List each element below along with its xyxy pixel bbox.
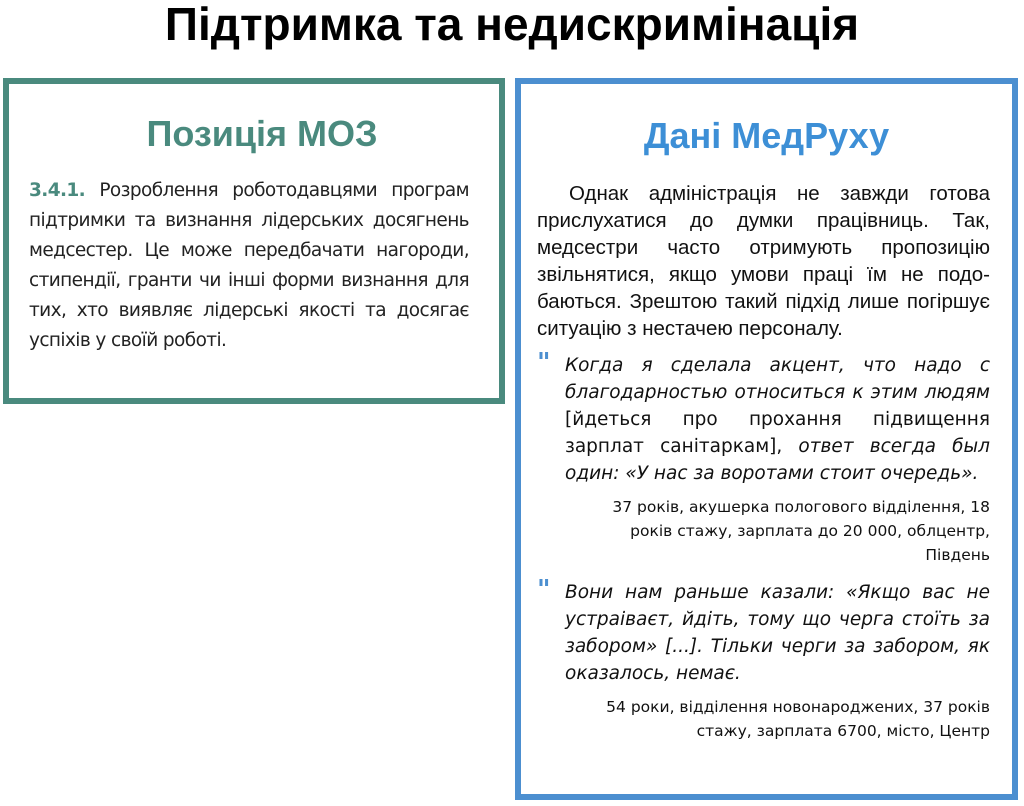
medrukh-heading: Дані МедРуху (643, 115, 890, 156)
medrukh-paragraph: Однак адміністрація не завжди готова прислухатися до думки працівниць. Так, медсестри часто отримують пропозицію звільнятися, якщо умови праці їм не подобаються. Зрештою такий підхід лише погіршує ситуацію з нестачею персоналу. (537, 182, 990, 340)
quote-1-italic-end: ответ всегда был один: «У нас за воротами стоит очередь». (565, 436, 990, 484)
moz-item-number: 3.4.1. (29, 180, 86, 201)
moz-heading: Позиція МОЗ (146, 113, 378, 154)
moz-item-text: Розроблення роботодавцями програм підтримки та визнання лідерських досягнень медсестер. Це може передбачати нагороди, стипендії, гранти чи інші форми визнання для тих, хто виявляє лідерські якості та досягає успіхів у своїй роботі. (29, 180, 469, 351)
moz-text (29, 176, 469, 356)
quote-1-italic-start: Когда я сделала акцент, что надо с благодарностью относиться к этим людям (565, 355, 990, 403)
page-title: Підтримка та недискримінація (164, 0, 860, 50)
quote-2 (537, 575, 990, 687)
medrukh-data-panel (515, 78, 1018, 800)
quote-1-normal: [йдеться про прохання підвищення зарплат санітаркам], (565, 409, 990, 457)
moz-position-panel (3, 78, 505, 404)
quote-1 (537, 348, 990, 487)
quote-mark-icon: " (537, 348, 551, 378)
quote-1-attribution: 37 років, акушерка пологового відділення, 18 років стажу, зарплата до 20 000, облцентр, Південь (612, 498, 990, 564)
quote-2-attribution: 54 роки, відділення новонароджених, 37 років стажу, зарплата 6700, місто, Центр (606, 698, 990, 740)
quote-mark-icon: " (537, 575, 551, 605)
quote-2-italic: Вони нам раньше казали: «Якщо вас не устраіваєт, йдіть, тому що черга стоїть за забором» [...]. Тільки черги за забором, як оказалось, немає. (565, 582, 990, 684)
